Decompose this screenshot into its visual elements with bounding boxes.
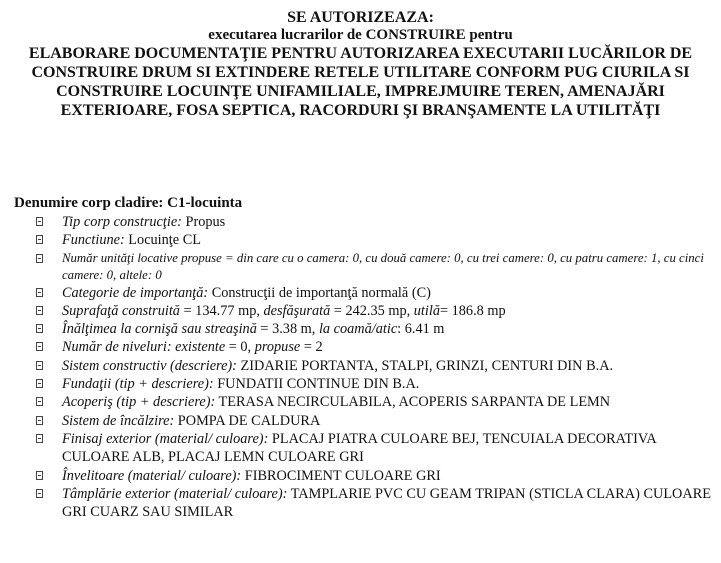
document-header [0,0,721,120]
bullet-icon [36,217,43,226]
bullet-icon [36,397,43,406]
bullet-icon [36,471,43,480]
bullet-icon [36,489,43,498]
list-item: Functiune: Locuinţe CL [14,231,713,249]
list-item: Finisaj exterior (material/ culoare): PLACAJ PIATRA CULOARE BEJ, TENCUIALA DECORATIVA CULOARE ALB, PLACAJ LEMN CULOARE GRI [14,430,713,467]
bullet-icon [36,342,43,351]
list-item: Învelitoare (material/ culoare): FIBROCIMENT CULOARE GRI [14,467,713,485]
bullet-icon [36,254,43,263]
bullet-icon [36,324,43,333]
bullet-icon [36,416,43,425]
list-item: Categorie de importanţă: Construcţii de importanţă normală (C) [14,284,713,302]
list-item: Sistem de încălzire: POMPA DE CALDURA [14,412,713,430]
bullet-icon [36,235,43,244]
bullet-icon [36,306,43,315]
bullet-icon [36,361,43,370]
building-description [14,194,713,521]
list-item: Număr de niveluri: existente = 0, propuse = 2 [14,338,713,356]
authorization-heading: SE AUTORIZEAZA: [287,9,434,26]
list-item: Acoperiş (tip + descriere): TERASA NECIRCULABILA, ACOPERIS SARPANTA DE LEMN [14,393,713,411]
bullet-icon [36,434,43,443]
authorization-subheading: executarea lucrarilor de CONSTRUIRE pentru [208,27,513,43]
list-item: Număr unităţi locative propuse = din care cu o camera: 0, cu două camere: 0, cu trei camere: 0, cu patru camere: 1, cu cinci camere: 0, altele: 0 [14,250,713,284]
list-item: Tip corp construcţie: Propus [14,213,713,231]
bullet-icon [36,379,43,388]
list-item: Suprafaţă construită = 134.77 mp, desfăşurată = 242.35 mp, utilă= 186.8 mp [14,302,713,320]
attribute-list [14,213,713,521]
list-item: Înălţimea la cornişă sau streaşină = 3.38 m, la coamă/atic: 6.41 m [14,320,713,338]
list-item: Tâmplărie exterior (material/ culoare): TAMPLARIE PVC CU GEAM TRIPAN (STICLA CLARA) CULOARE GRI CUARZ SAU SIMILAR [14,485,713,522]
list-item: Sistem constructiv (descriere): ZIDARIE PORTANTA, STALPI, GRINZI, CENTURI DIN B.A. [14,357,713,375]
list-item: Fundaţii (tip + descriere): FUNDATII CONTINUE DIN B.A. [14,375,713,393]
section-heading: Denumire corp cladire: C1-locuinta [14,195,243,211]
bullet-icon [36,288,43,297]
project-title: ELABORARE DOCUMENTAŢIE PENTRU AUTORIZAREA EXECUTARII LUCĂRILOR DE CONSTRUIRE DRUM SI EXTINDERE RETELE UTILITARE CONFORM PUG CIURILA SI CONSTRUIRE LOCUINŢE UNIFAMILIALE, IMPREJMUIRE TEREN, AMENAJĂRI EXTERIOARE, FOSA SEPTICA, RACORDURI ŞI BRANŞAMENTE LA UTILITĂŢI [28,45,693,119]
